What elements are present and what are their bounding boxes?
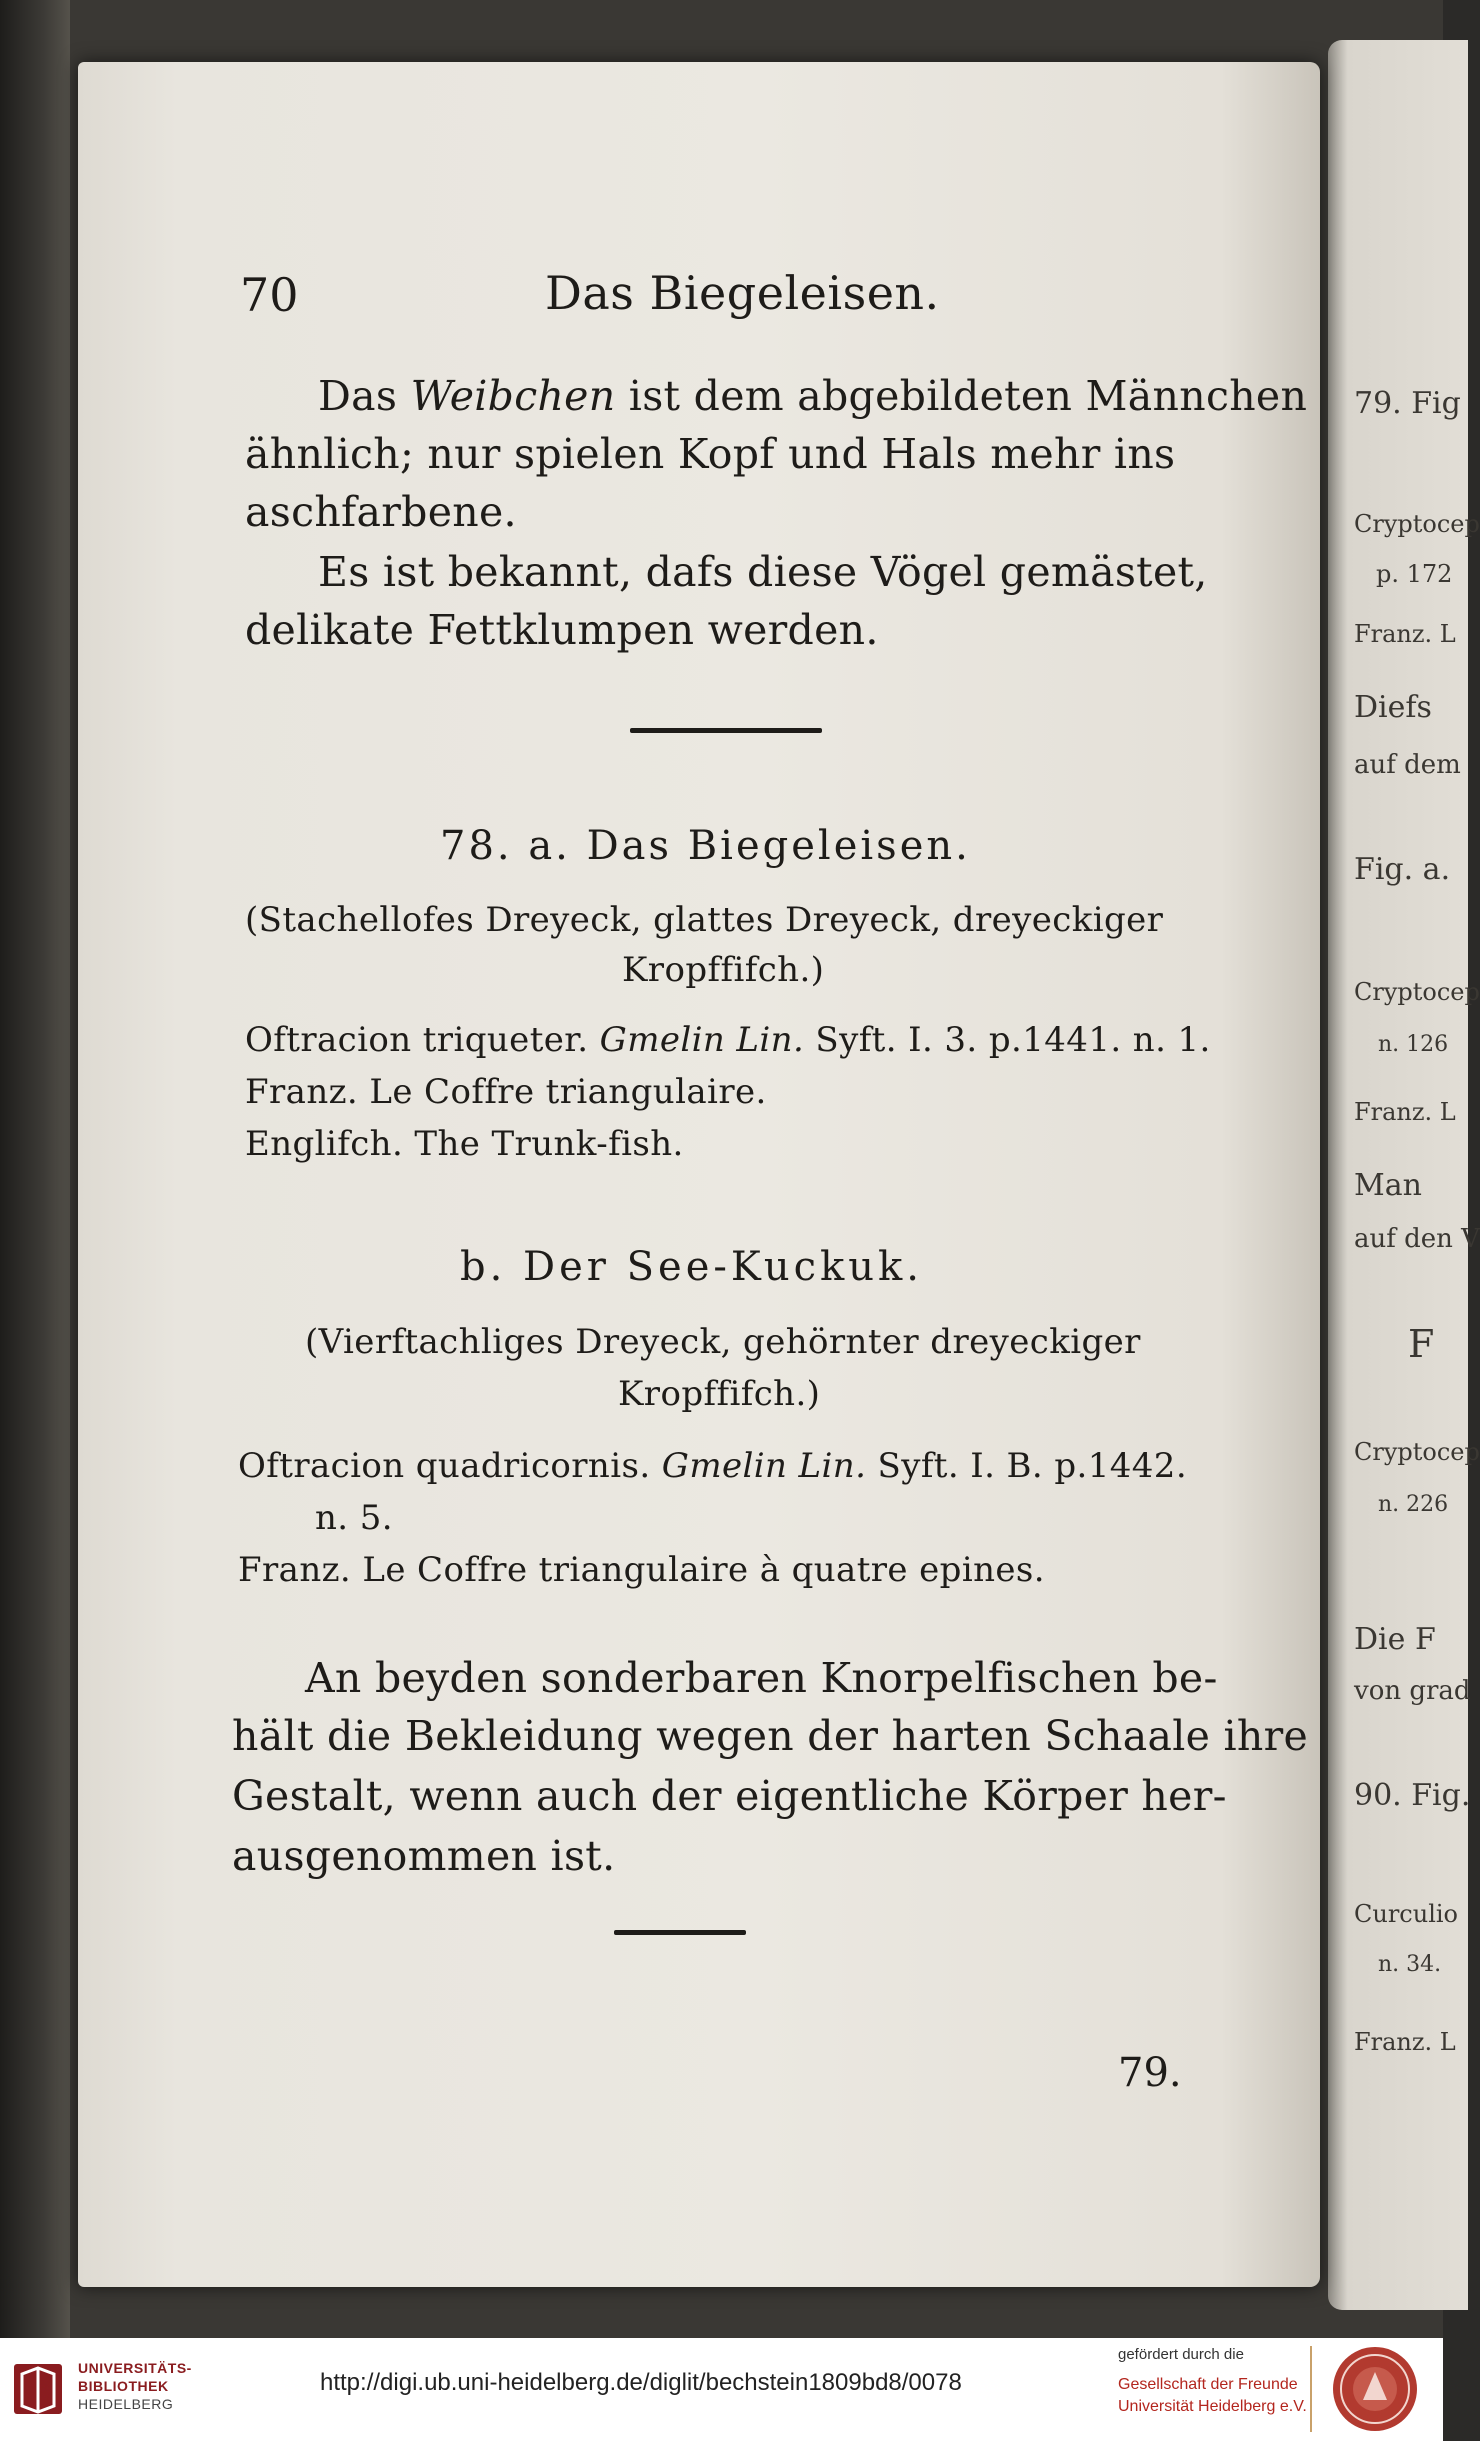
facing-page-fragment: F: [1408, 1322, 1435, 1366]
facing-page-fragment: auf den V: [1354, 1224, 1480, 1254]
intro-line-4: Es ist bekannt, dafs diese Vögel gemästet,: [318, 548, 1208, 596]
sponsor-name-line-2[interactable]: Universität Heidelberg e.V.: [1118, 2398, 1307, 2415]
entry-a-synonyms-1: (Stachellofes Dreyeck, glattes Dreyeck, dreyeckiger: [245, 900, 1164, 940]
facing-page-fragment: Cryptocep: [1354, 1438, 1480, 1466]
closing-line-3: Gestalt, wenn auch der eigentliche Körper her-: [232, 1772, 1227, 1820]
facing-page-fragment: Fig. a.: [1354, 852, 1451, 887]
intro-line-3: aschfarbene.: [245, 488, 517, 536]
plate-number: 79.: [1118, 2050, 1182, 2096]
facing-page-fragment: Die F: [1354, 1622, 1436, 1657]
entry-a-heading: 78. a. Das Biegeleisen.: [440, 823, 971, 869]
page-number: 70: [240, 268, 299, 322]
facing-page-fragment: Curculio: [1354, 1900, 1458, 1928]
closing-line-1: An beyden sonderbaren Knorpelfischen be-: [305, 1654, 1218, 1702]
library-logo-icon[interactable]: [12, 2360, 64, 2418]
running-head-title: Das Biegeleisen.: [545, 266, 940, 320]
library-name-line-3: HEIDELBERG: [78, 2396, 174, 2412]
entry-b-heading: b. Der See-Kuckuk.: [460, 1244, 923, 1290]
facing-page-fragment: auf dem: [1354, 750, 1461, 780]
facing-page-fragment: n. 34.: [1378, 1952, 1442, 1977]
permalink-url[interactable]: http://digi.ub.uni-heidelberg.de/diglit/bechstein1809bd8/0078: [320, 2369, 962, 2396]
sponsor-caption: gefördert durch die: [1118, 2346, 1244, 2363]
facing-page-fragment: Franz. L: [1354, 2028, 1456, 2056]
intro-line-5: delikate Fettklumpen werden.: [245, 606, 879, 654]
entry-b-reference-2: Franz. Le Coffre triangulaire à quatre epines.: [238, 1550, 1045, 1590]
library-name-line-2: BIBLIOTHEK: [78, 2378, 169, 2394]
facing-page-fragment: Diefs: [1354, 690, 1432, 725]
intro-line-1: Das Weibchen ist dem abgebildeten Männchen: [318, 372, 1308, 420]
section-rule: [630, 728, 822, 733]
book-edge-left: [0, 0, 70, 2338]
entry-b-synonyms-1: (Vierftachliges Dreyeck, gehörnter dreyeckiger: [305, 1322, 1141, 1362]
facing-page-fragment: n. 126: [1378, 1032, 1449, 1057]
entry-a-reference-1: Oftracion triqueter. Gmelin Lin. Syft. I. 3. p.1441. n. 1.: [245, 1020, 1211, 1060]
facing-page-fragment: Cryptocep: [1354, 510, 1480, 538]
footer-divider: [1310, 2346, 1312, 2432]
library-name-line-1: UNIVERSITÄTS-: [78, 2360, 192, 2376]
end-rule: [614, 1930, 746, 1935]
facing-page-fragment: p. 172: [1376, 560, 1453, 588]
facing-page-fragment: 79. Fig: [1354, 386, 1461, 421]
entry-a-synonyms-2: Kropffifch.): [622, 950, 825, 990]
entry-b-reference-1: Oftracion quadricornis. Gmelin Lin. Syft. I. B. p.1442.: [238, 1446, 1188, 1486]
facing-page-fragment: Franz. L: [1354, 1098, 1456, 1126]
sponsor-name-line-1[interactable]: Gesellschaft der Freunde: [1118, 2376, 1298, 2393]
intro-line-2: ähnlich; nur spielen Kopf und Hals mehr ins: [245, 430, 1176, 478]
facing-page-fragment: Franz. L: [1354, 620, 1456, 648]
facing-page-fragment: von grad: [1354, 1676, 1471, 1706]
facing-page-fragment: Cryptocep: [1354, 978, 1480, 1006]
facing-page-edge: [1328, 40, 1480, 2310]
closing-line-2: hält die Bekleidung wegen der harten Schaale ihre: [232, 1712, 1309, 1760]
entry-a-reference-3: Englifch. The Trunk-fish.: [245, 1124, 684, 1164]
entry-a-reference-2: Franz. Le Coffre triangulaire.: [245, 1072, 767, 1112]
facing-page-fragment: Man: [1354, 1168, 1422, 1203]
university-seal-icon[interactable]: [1330, 2344, 1420, 2434]
facing-page-fragment: n. 226: [1378, 1492, 1449, 1517]
entry-b-reference-1-cont: n. 5.: [315, 1498, 393, 1538]
facing-page-fragment: 90. Fig.: [1354, 1778, 1471, 1813]
entry-b-synonyms-2: Kropffifch.): [618, 1374, 821, 1414]
closing-line-4: ausgenommen ist.: [232, 1832, 616, 1880]
